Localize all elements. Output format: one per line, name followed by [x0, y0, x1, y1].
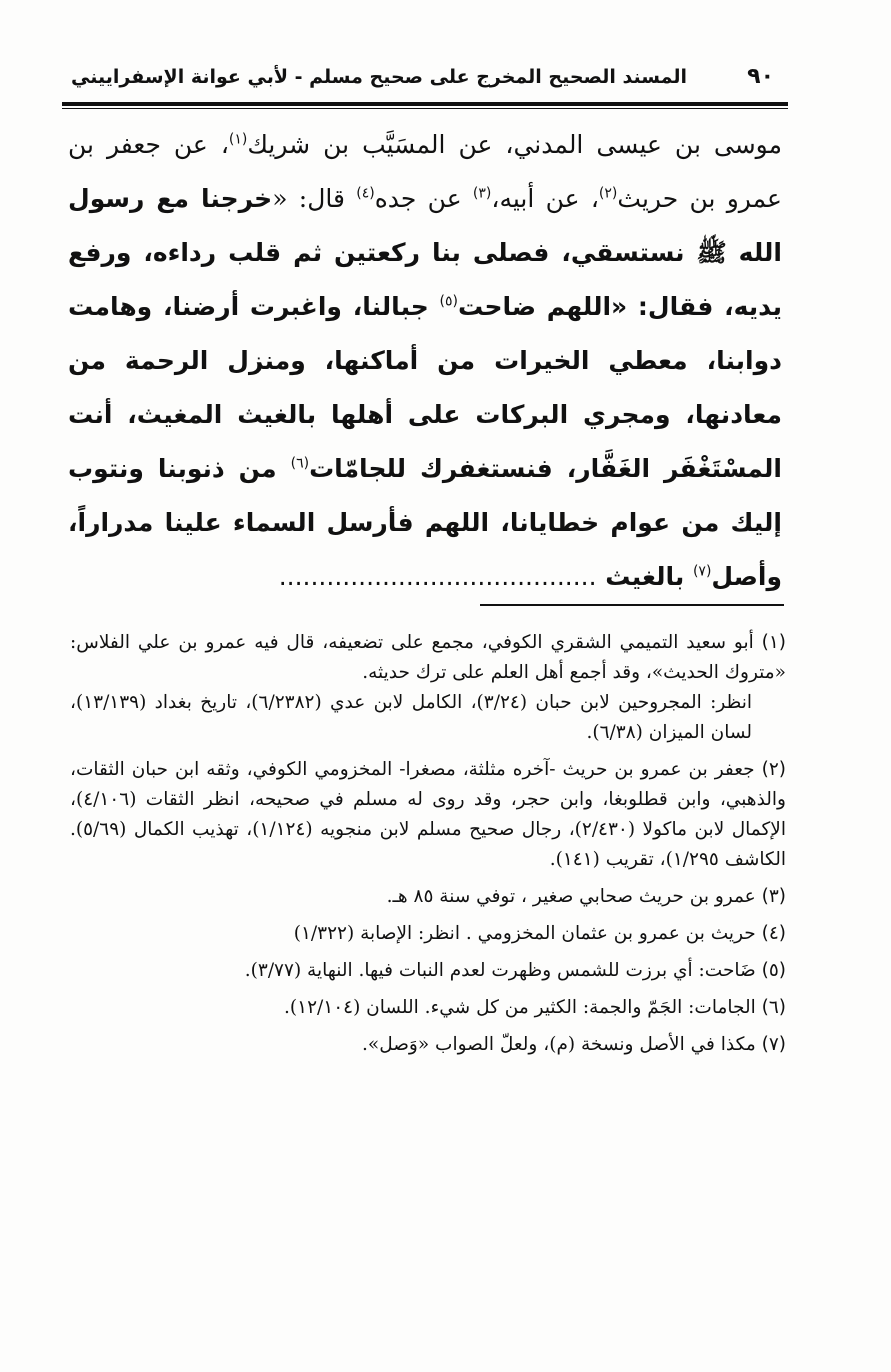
main-text	[68, 118, 782, 604]
footnote-4	[70, 919, 786, 949]
footnote-number: (٥)	[761, 960, 786, 981]
footnote-5	[70, 956, 786, 986]
footnote-number: (٤)	[761, 923, 786, 944]
footnote-6	[70, 993, 786, 1023]
hadith-text-4: بالغيث	[596, 562, 693, 591]
page-number: ٩٠	[747, 64, 774, 89]
footnote-ref-3[interactable]: (٣)	[472, 185, 492, 202]
footnote-ref-5[interactable]: (٥)	[439, 293, 458, 310]
footnote-text: جعفر بن عمرو بن حريث -آخره مثلثة، مصغرا- المخزومي الكوفي، وثقه ابن حبان الثقات، والذهبي، وابن قطلوبغا، وابن حجر، وقد روى له مسلم في صحيحه، انظر الثقات (٤/١٠٦)، الإكمال لابن ماكولا (٢/٤٣٠)، رجال صحيح مسلم لابن منجويه (١/١٢٤)، تهذيب الكمال (٥/٦٩). الكاشف ١/٢٩٥)، تقريب (١٤١).	[70, 759, 786, 870]
page-header	[62, 60, 786, 96]
running-title: المسند الصحيح المخرج على صحيح مسلم - لأبي عوانة الإسفراييني	[71, 66, 687, 88]
footnote-ref-4[interactable]: (٤)	[356, 185, 375, 202]
footnotes	[70, 628, 786, 1067]
footnote-text: عمرو بن حريث صحابي صغير ، توفي سنة ٨٥ هـ.	[386, 886, 756, 907]
hadith-text-3: من ذنوبنا ونتوب إليك من عوام خطايانا، اللهم فأرسل السماء علينا مدراراً، وأصل	[68, 454, 782, 591]
header-rule-thick	[62, 102, 788, 106]
footnote-number: (٢)	[761, 759, 786, 780]
hadith-text-1: خرجنا مع رسول الله ﷺ نستسقي، فصلى بنا ركعتين ثم قلب رداءه، ورفع يديه، فقال: «اللهم ضاحت	[68, 184, 782, 321]
isnad-text-4: عن جده	[374, 184, 473, 213]
footnote-text-extra: انظر: المجروحين لابن حبان (٣/٢٤)، الكامل لابن عدي (٦/٢٣٨٢)، تاريخ بغداد (١٣/١٣٩)، لسان الميزان (٦/٣٨).	[70, 692, 752, 743]
footnote-text: مكذا في الأصل ونسخة (م)، ولعلّ الصواب «وَصل».	[362, 1034, 756, 1055]
footnote-number: (٣)	[761, 886, 786, 907]
footnote-text: ضَاحت: أي برزت للشمس وظهرت لعدم النبات فيها. النهاية (٣/٧٧).	[244, 960, 756, 981]
continuation-dots: ........................................	[278, 562, 597, 591]
footnote-ref-1[interactable]: (١)	[228, 131, 248, 148]
footnote-ref-7[interactable]: (٧)	[692, 563, 712, 580]
footnote-2	[70, 755, 786, 875]
isnad-text-2: ، عن جعفر بن عمرو بن حريث	[68, 130, 782, 213]
footnote-text: أبو سعيد التميمي الشقري الكوفي، مجمع على تضعيفه، قال فيه عمرو بن علي الفلاس: «متروك الحديث»، وقد أجمع أهل العلم على ترك حديثه.	[70, 632, 786, 683]
footnote-ref-2[interactable]: (٢)	[598, 185, 618, 202]
header-rule-thin	[62, 108, 788, 109]
hadith-text-2: جبالنا، واغبرت أرضنا، وهامت دوابنا، معطي الخيرات من أماكنها، ومنزل الرحمة من معادنها، ومجري البركات على أهلها بالغيث المغيث، أنت المسْتَغْفَر الغَفَّار، فنستغفرك للجامّات	[68, 292, 782, 483]
footnote-number: (١)	[761, 632, 786, 653]
footnote-text: الجامات: الجَمّ والجمة: الكثير من كل شيء. اللسان (١٢/١٠٤).	[284, 997, 756, 1018]
isnad-text-1: موسى بن عيسى المدني، عن المسَيَّب بن شريك	[247, 130, 782, 159]
footnote-number: (٧)	[761, 1034, 786, 1055]
isnad-text-5: قال: «	[272, 184, 357, 213]
footnote-number: (٦)	[761, 997, 786, 1018]
footnote-3	[70, 882, 786, 912]
footnote-7	[70, 1030, 786, 1060]
isnad-text-3: ، عن أبيه،	[491, 184, 599, 213]
footnote-1	[70, 628, 786, 748]
footnote-text: حريث بن عمرو بن عثمان المخزومي . انظر: الإصابة (١/٣٢٢)	[293, 923, 756, 944]
footnote-separator	[480, 604, 784, 606]
footnote-ref-6[interactable]: (٦)	[290, 455, 310, 472]
